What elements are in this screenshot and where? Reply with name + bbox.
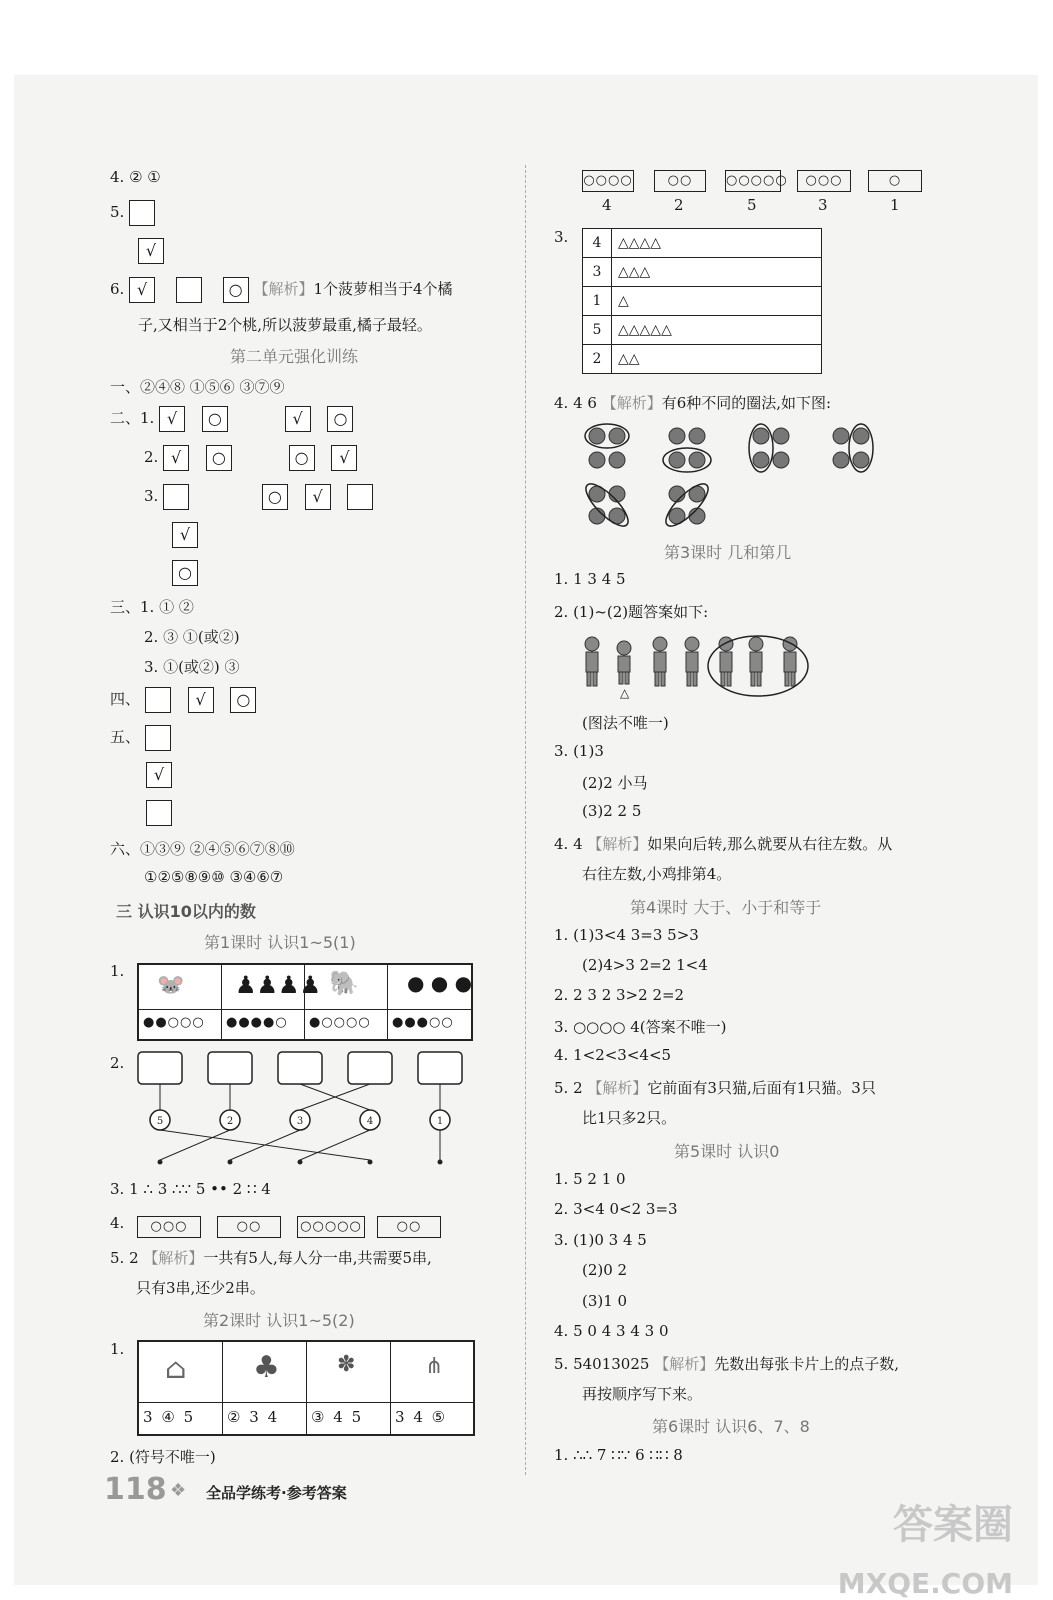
item-number: 1. <box>110 962 125 980</box>
empty-box <box>145 687 171 713</box>
item-number: 6. <box>110 280 125 298</box>
check-box: √ <box>163 445 189 471</box>
matching-diagram <box>130 1050 480 1170</box>
number-row: ② 3 4 <box>227 1408 278 1426</box>
answer-line: 2. ③ ①(或②) <box>144 628 240 646</box>
analysis-text: 右往左数,小鸡排第4。 <box>582 865 732 883</box>
number-row: ③ 4 5 <box>311 1408 362 1426</box>
answer-line <box>110 725 171 751</box>
check-box: √ <box>159 406 185 432</box>
answer-line <box>144 445 357 471</box>
count-number: 2 <box>674 196 684 214</box>
analysis-tag: 【解析】 <box>601 394 662 412</box>
empty-box <box>145 725 171 751</box>
answer-text: 4. 4 6 <box>554 394 602 412</box>
answer-line: (2)2 小马 <box>582 774 648 792</box>
flower-label: 1 <box>436 1116 444 1127</box>
circle-group-box: ○○○○○ <box>297 1216 365 1238</box>
answer-line: (3)2 2 5 <box>582 802 642 820</box>
answer-line <box>554 833 892 854</box>
answer-text: 5. 2 <box>554 1079 588 1097</box>
answer-line <box>110 200 155 226</box>
answer-line <box>554 1077 876 1098</box>
check-box: √ <box>285 406 311 432</box>
analysis-text: 子,又相当于2个桃,所以菠萝最重,橘子最轻。 <box>138 316 432 334</box>
table-row: 3 △△△ <box>583 258 822 287</box>
item-number: 四、 <box>110 690 141 708</box>
answer-line <box>144 484 373 510</box>
analysis-tag: 【解析】 <box>253 280 314 298</box>
number-row: 3 4 ⑤ <box>395 1408 446 1426</box>
answer-line: 2. (1)~(2)题答案如下: <box>554 603 709 621</box>
chapter-title: 三 认识10以内的数 <box>116 902 256 921</box>
lesson-title: 第2课时 认识1~5(2) <box>203 1311 355 1330</box>
analysis-text: 先数出每张卡片上的点子数, <box>714 1355 899 1373</box>
table-row: 4 △△△△ <box>583 229 822 258</box>
answer-line: 六、①③⑨ ②④⑤⑥⑦⑧⑩ <box>110 840 295 858</box>
answer-line: 1. (1)3<4 3=3 5>3 <box>554 926 699 944</box>
circle-box: ○ <box>202 406 228 432</box>
picture-grid <box>137 1340 475 1436</box>
circle-group-box: ○○ <box>377 1216 441 1238</box>
answer-line: 一、②④⑧ ①⑤⑥ ③⑦⑨ <box>110 378 285 396</box>
answer-line: ①②⑤⑧⑨⑩ ③④⑥⑦ <box>144 868 284 886</box>
circle-group-box: ○○○ <box>137 1216 201 1238</box>
analysis-text: 它前面有3只猫,后面有1只猫。3只 <box>647 1079 876 1097</box>
circle-box: ○ <box>223 277 249 303</box>
answer-line: 1. 1 3 4 5 <box>554 570 626 588</box>
children-figure <box>578 632 818 702</box>
number-row: 3 ④ 5 <box>143 1408 194 1426</box>
book-title: 全品学练考·参考答案 <box>206 1484 347 1502</box>
answer-text: 4. 4 <box>554 835 588 853</box>
dots-cell: ●●●●○ <box>226 1015 288 1030</box>
answer-line <box>110 277 453 303</box>
answer-line: 1. ∴∴ 7 ∷∵ 6 ∷∷ 8 <box>554 1446 683 1464</box>
watermark-logo: 答案圈 <box>893 1502 1013 1548</box>
answer-line: (2)4>3 2=2 1<4 <box>582 956 708 974</box>
empty-box <box>146 800 172 826</box>
answer-line <box>110 1247 432 1268</box>
analysis-tag: 【解析】 <box>587 835 648 853</box>
item-number: 4. <box>110 1214 125 1232</box>
answer-text: 5. 2 <box>110 1249 144 1267</box>
count-number: 3 <box>818 196 828 214</box>
dots-cell: ●●●○○ <box>392 1015 454 1030</box>
answer-line <box>110 406 353 432</box>
answer-line: 2. 3<4 0<2 3=3 <box>554 1200 678 1218</box>
circle-group-box: ○○○ <box>797 170 851 192</box>
circle-box: ○ <box>262 484 288 510</box>
analysis-tag: 【解析】 <box>587 1079 648 1097</box>
answer-line: 3. 1 ∴ 3 ∴∵ 5 •• 2 ∷ 4 <box>110 1180 271 1198</box>
answer-line: 3. (1)3 <box>554 742 604 760</box>
empty-box <box>129 200 155 226</box>
answer-line: 3. ○○○○ 4(答案不唯一) <box>554 1018 727 1036</box>
mice-icon: 🐭 <box>157 973 185 998</box>
circle-group-box: ○ <box>868 170 922 192</box>
answer-line <box>554 392 831 413</box>
answer-line <box>554 1353 899 1374</box>
circle-box: ○ <box>327 406 353 432</box>
circle-box: ○ <box>230 687 256 713</box>
table-row: 5 △△△△△ <box>583 316 822 345</box>
flower-label: 3 <box>296 1116 304 1127</box>
answer-line: 2. (符号不唯一) <box>110 1448 216 1466</box>
answer-line: (图法不唯一) <box>582 714 669 732</box>
watermark-url: MXQE.COM <box>837 1567 1013 1600</box>
table-row: 1 △ <box>583 287 822 316</box>
analysis-text: 只有3串,还少2串。 <box>136 1279 265 1297</box>
item-number: 2. <box>110 1054 125 1072</box>
page-number: 118 <box>104 1472 167 1507</box>
flower-label: 2 <box>226 1116 234 1127</box>
analysis-text: 一共有5人,每人分一串,共需要5串, <box>203 1249 432 1267</box>
dots-cell: ●●○○○ <box>143 1015 205 1030</box>
tree-icon: ♣ <box>253 1350 280 1385</box>
count-number: 4 <box>602 196 612 214</box>
lesson-title: 第6课时 认识6、7、8 <box>652 1417 810 1436</box>
analysis-text: 1个菠萝相当于4个橘 <box>313 280 453 298</box>
circle-group-box: ○○○○ <box>582 170 634 192</box>
item-number: 2. <box>144 448 159 466</box>
lesson-title: 第4课时 大于、小于和等于 <box>630 898 822 917</box>
flower-label: 5 <box>156 1116 164 1127</box>
analysis-text: 比1只多2只。 <box>582 1109 677 1127</box>
lesson-title: 第5课时 认识0 <box>674 1142 780 1161</box>
check-box: √ <box>146 762 172 788</box>
answer-line: (2)0 2 <box>582 1261 628 1279</box>
analysis-text: 有6种不同的圈法,如下图: <box>661 394 832 412</box>
answer-line: (3)1 0 <box>582 1292 628 1310</box>
table-row: 2 △△ <box>583 345 822 374</box>
circle-group-box: ○○○○○ <box>725 170 781 192</box>
check-box: √ <box>172 522 198 548</box>
column-divider <box>525 165 526 1475</box>
flower-label: 4 <box>366 1116 374 1127</box>
item-number: 3. <box>144 487 159 505</box>
item-number: 1. <box>110 1340 125 1358</box>
diamond-icon: ❖ <box>170 1480 187 1501</box>
answer-line: 1. 5 2 1 0 <box>554 1170 626 1188</box>
answer-text: 5. 54013025 <box>554 1355 655 1373</box>
circle-group-box: ○○ <box>654 170 706 192</box>
triangle-table <box>582 228 822 374</box>
answer-line: 4. 1<2<3<4<5 <box>554 1046 672 1064</box>
check-box: √ <box>129 277 155 303</box>
section-title: 第二单元强化训练 <box>230 347 359 366</box>
check-box: √ <box>188 687 214 713</box>
lesson-title: 第1课时 认识1~5(1) <box>204 933 356 952</box>
empty-box <box>347 484 373 510</box>
answer-line: 三、1. ① ② <box>110 598 194 616</box>
check-box: √ <box>331 445 357 471</box>
penguin-icon: ♟♟♟♟ <box>235 971 322 999</box>
answer-line <box>110 687 256 713</box>
analysis-tag: 【解析】 <box>654 1355 715 1373</box>
answer-line: 4. 5 0 4 3 4 3 0 <box>554 1322 669 1340</box>
circle-box: ○ <box>206 445 232 471</box>
check-box: √ <box>305 484 331 510</box>
analysis-tag: 【解析】 <box>143 1249 204 1267</box>
answer-line: 2. 2 3 2 3>2 2=2 <box>554 986 685 1004</box>
answer-line: 4. ② ① <box>110 168 161 186</box>
circle-group-box: ○○ <box>217 1216 281 1238</box>
elephant-icon: 🐘 <box>329 969 359 997</box>
circle-box: ○ <box>172 560 198 586</box>
apple-groupings-figure <box>575 418 895 530</box>
item-number: 二、1. <box>110 409 155 427</box>
item-number: 3. <box>554 228 569 246</box>
item-number: 五、 <box>110 728 141 746</box>
circle-box: ○ <box>289 445 315 471</box>
count-number: 1 <box>890 196 900 214</box>
answer-line: 3. ①(或②) ③ <box>144 658 240 676</box>
empty-box <box>176 277 202 303</box>
count-number: 5 <box>747 196 757 214</box>
item-number: 5. <box>110 203 125 221</box>
analysis-text: 如果向后转,那么就要从右往左数。从 <box>647 835 893 853</box>
dots-cell: ●○○○○ <box>309 1015 371 1030</box>
lesson-title: 第3课时 几和第几 <box>664 543 792 562</box>
answer-line: 3. (1)0 3 4 5 <box>554 1231 647 1249</box>
check-box: √ <box>138 238 164 264</box>
picture-grid <box>137 963 473 1041</box>
bee-icon: ✽ <box>337 1352 356 1377</box>
grass-icon: ⋔ <box>425 1354 444 1379</box>
analysis-text: 再按顺序写下来。 <box>582 1385 703 1403</box>
empty-box <box>163 484 189 510</box>
triangle-mark: △ <box>620 686 630 700</box>
mushroom-house-icon: ⌂ <box>165 1352 187 1385</box>
tadpole-icon: ● ● ● <box>407 971 473 995</box>
